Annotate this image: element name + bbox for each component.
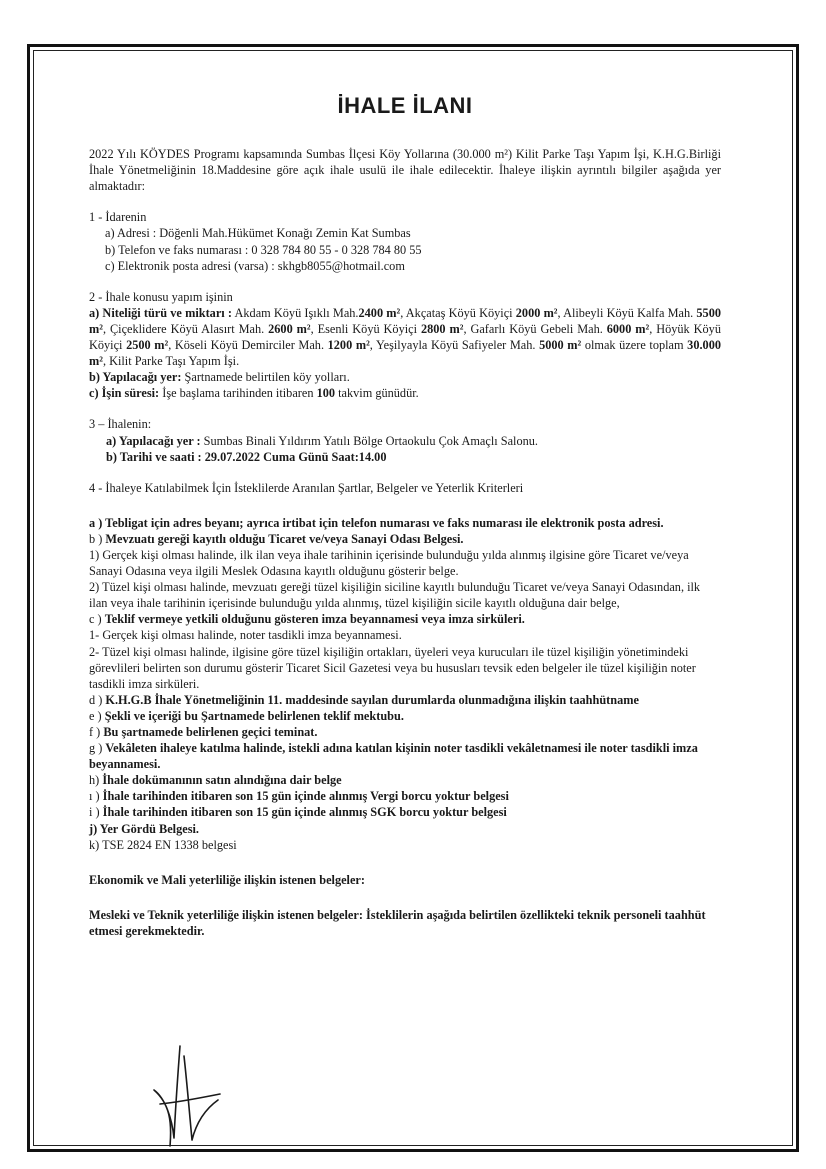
requirement-a-text: a ) Tebligat için adres beyanı; ayrıca irtibat için telefon numarası ve faks numarası ile elektronik posta adresi. xyxy=(89,515,664,530)
economic-requirements xyxy=(89,872,721,888)
requirement-b xyxy=(89,531,721,547)
work-item-qty: 2000 m² xyxy=(515,305,558,320)
tender-location-line xyxy=(89,433,721,449)
requirement-d xyxy=(89,692,721,708)
work-duration-label: c) İşin süresi: xyxy=(89,386,160,401)
technical-requirements-text: Mesleki ve Teknik yeterliliğe ilişkin istenen belgeler: İsteklilerin aşağıda belirtilen özellikteki teknik personeli taahhüt etmesi gerekmektedir. xyxy=(89,907,706,938)
requirement-i1-text: İhale tarihinden itibaren son 15 gün içinde alınmış Vergi borcu yoktur belgesi xyxy=(102,789,509,804)
work-item-text: , Gafarlı Köyü Gebeli Mah. xyxy=(463,321,607,336)
requirement-b-prefix: b ) xyxy=(89,531,106,546)
work-item-qty: 2400 m² xyxy=(358,305,401,320)
technical-requirements xyxy=(89,907,721,939)
work-duration-line xyxy=(89,385,721,401)
section-4-heading: 4 - İhaleye Katılabilmek İçin İsteklilerde Aranılan Şartlar, Belgeler ve Yeterlik Kriterleri xyxy=(89,480,524,495)
requirement-g xyxy=(89,740,721,772)
work-item-text: , Esenli Köyü Köyiçi xyxy=(310,321,421,336)
phone-fax-line: b) Telefon ve faks numarası : 0 328 784 80 55 - 0 328 784 80 55 xyxy=(105,242,422,257)
tender-datetime-line xyxy=(89,449,721,465)
section-1-heading: 1 - İdarenin xyxy=(89,210,147,225)
notice-body xyxy=(89,93,721,939)
work-item-qty: 5500 m² xyxy=(89,305,721,336)
requirement-c1: 1- Gerçek kişi olması halinde, noter tasdikli imza beyannamesi. xyxy=(89,628,402,643)
work-item-qty: 6000 m² xyxy=(606,321,650,336)
requirement-b2: 2) Tüzel kişi olması halinde, mevzuatı gereği tüzel kişiliğin siciline kayıtlı bulunduğu Ticaret ve/veya Sanayi Odasından, ilk ilan veya ihale tarihinin içerisinde bulunduğu yılda alınmış, tüzel kişiliğin sicile kayıtlı olduğuna dair belge, xyxy=(89,580,701,611)
work-duration-text: takvim günüdür. xyxy=(335,386,419,401)
work-duration-days: 100 xyxy=(316,386,336,401)
requirement-i-dotless xyxy=(89,788,721,804)
work-item-text: olmak üzere toplam xyxy=(581,338,688,353)
work-location-value: Şartnamede belirtilen köy yolları. xyxy=(181,370,350,385)
section-2-heading: 2 - İhale konusu yapım işinin xyxy=(89,289,233,304)
requirement-c-prefix: c ) xyxy=(89,612,105,627)
intro-paragraph: 2022 Yılı KÖYDES Programı kapsamında Sumbas İlçesi Köy Yollarına (30.000 m²) Kilit Parke Taşı Yapım İşi, K.H.G.Birliği İhale Yönetmeliğinin 18.Maddesine göre açık ihale usulü ile ihale edilecektir. İhaleye ilişkin ayrıntılı bilgiler aşağıda yer almaktadır: xyxy=(89,147,721,194)
address-line: a) Adresi : Döğenli Mah.Hükümet Konağı Zemin Kat Sumbas xyxy=(105,226,411,241)
work-item-qty: 1200 m² xyxy=(327,338,370,353)
requirement-f-prefix: f ) xyxy=(89,725,104,739)
requirement-i2-prefix: i ) xyxy=(89,805,103,820)
requirement-d-prefix: d ) xyxy=(89,692,106,707)
work-item-qty: 2500 m² xyxy=(126,338,169,353)
tender-datetime: b) Tarihi ve saati : 29.07.2022 Cuma Günü Saat:14.00 xyxy=(106,449,387,464)
requirement-c xyxy=(89,611,721,627)
tender-location-value: Sumbas Binali Yıldırım Yatılı Bölge Ortaokulu Çok Amaçlı Salonu. xyxy=(200,433,538,448)
section-4 xyxy=(89,480,721,853)
requirement-k: k) TSE 2824 EN 1338 belgesi xyxy=(89,837,237,852)
requirement-b1: 1) Gerçek kişi olması halinde, ilk ilan veya ihale tarihinin içerisinde bulunduğu yılda alınmış ilgisine göre Ticaret ve/veya Sanayi Odasına veya ilgili Meslek Odasına kayıtlı olduğunu gösterir belge. xyxy=(89,547,689,579)
requirement-f-text: Bu şartnamede belirlenen geçici teminat. xyxy=(103,725,318,739)
economic-requirements-text: Ekonomik ve Mali yeterliliğe ilişkin istenen belgeler: xyxy=(89,872,365,887)
section-3 xyxy=(89,416,721,464)
work-total-qty: 30.000 m² xyxy=(89,338,721,369)
section-2 xyxy=(89,289,721,402)
requirement-i2-text: İhale tarihinden itibaren son 15 gün içinde alınmış SGK borcu yoktur belgesi xyxy=(102,805,507,820)
requirement-h-text: İhale dokümanının satın alındığına dair belge xyxy=(102,773,342,788)
work-item-qty: 2800 m² xyxy=(420,321,464,336)
work-item-qty: 2600 m² xyxy=(268,321,311,336)
requirement-c-text: Teklif vermeye yetkili olduğunu gösteren imza beyannamesi veya imza sirküleri. xyxy=(104,612,525,627)
work-item-text: , Köseli Köyü Demirciler Mah. xyxy=(168,338,328,353)
notice-title: İHALE İLANI xyxy=(337,93,473,118)
work-nature-paragraph xyxy=(89,305,721,369)
tender-location-label: a) Yapılacağı yer : xyxy=(106,433,201,448)
requirement-d-text: K.H.G.B İhale Yönetmeliğinin 11. maddesinde sayılan durumlarda olunmadığına ilişkin taahhütname xyxy=(105,692,639,707)
work-item-text: , Çiçeklidere Köyü Alasırt Mah. xyxy=(102,321,269,336)
requirement-j-text: j) Yer Gördü Belgesi. xyxy=(89,821,199,836)
requirement-h xyxy=(89,772,721,788)
handwritten-signature xyxy=(140,1038,230,1148)
section-3-heading: 3 – İhalenin: xyxy=(89,417,152,432)
requirement-e-text: Şekli ve içeriği bu Şartnamede belirlenen teklif mektubu. xyxy=(104,708,404,723)
email-line: c) Elektronik posta adresi (varsa) : skhgb8055@hotmail.com xyxy=(105,258,405,273)
work-item-text: , Alibeyli Köyü Kalfa Mah. xyxy=(557,305,697,320)
work-item-text: , Akçataş Köyü Köyiçi xyxy=(400,305,516,320)
requirement-f xyxy=(89,724,721,740)
requirement-c2: 2- Tüzel kişi olması halinde, ilgisine göre tüzel kişiliğin ortakları, üyeleri veya kurucuları ile tüzel kişiliğin yönetimindeki görevlileri belirten son durumu gösterir Ticaret Sicil Gazetesi veya bu hususları tevsik eden belgeler ile tüzel kişiliğin noter tasdikli imza sirküleri. xyxy=(89,644,696,691)
requirement-i1-prefix: ı ) xyxy=(89,789,103,804)
requirement-h-prefix: h) xyxy=(89,773,103,788)
section-1 xyxy=(89,209,721,273)
requirement-e-prefix: e ) xyxy=(89,708,105,723)
requirement-g-prefix: g ) xyxy=(89,741,106,756)
requirement-g-text: Vekâleten ihaleye katılma halinde, istekli adına katılan kişinin noter tasdikli vekâletnamesi ile noter tasdikli imza beyannamesi. xyxy=(89,741,698,772)
work-item-text: , Yeşilyayla Köyü Safiyeler Mah. xyxy=(369,338,540,353)
work-item-text: , Höyük Köyü Köyiçi xyxy=(89,321,721,353)
work-nature-label: a) Niteliği türü ve miktarı : xyxy=(89,305,232,320)
work-item-text: Akdam Köyü Işıklı Mah. xyxy=(232,305,359,320)
requirement-j xyxy=(89,821,721,837)
work-duration-text: İşe başlama tarihinden itibaren xyxy=(159,386,317,401)
requirement-b-text: Mevzuatı gereği kayıtlı olduğu Ticaret ve/veya Sanayi Odası Belgesi. xyxy=(105,531,464,546)
requirement-i xyxy=(89,804,721,820)
work-location-line xyxy=(89,369,721,385)
requirement-e xyxy=(89,708,721,724)
work-item-qty: 5000 m² xyxy=(539,338,582,353)
work-item-text: , Kilit Parke Taşı Yapım İşi. xyxy=(102,354,240,369)
work-location-label: b) Yapılacağı yer: xyxy=(89,370,182,385)
requirement-a xyxy=(89,515,721,531)
